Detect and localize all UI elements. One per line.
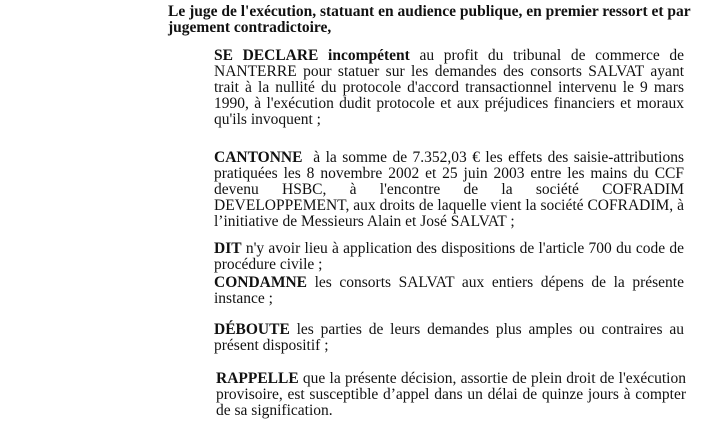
- keyword-deboute: DÉBOUTE: [214, 321, 290, 338]
- paragraph-text: n'y avoir lieu à application des dispositions de l'article 700 du code de procédure civile ;: [214, 240, 684, 273]
- paragraph-text: à la somme de 7.352,03 € les effets des saisie-attributions pratiquées les 8 novembre 2002 et 25 juin 2003 entre les mains du CCF devenu HSBC, à l'encontre de la société COFRADIM DEVELOPPEMENT, aux droits de laquelle vient la société COFRADIM, à l’initiative de Messieurs Alain et José SALVAT ;: [214, 149, 688, 230]
- paragraph-condamne: [214, 275, 684, 307]
- paragraph-cantonne: [214, 149, 688, 230]
- paragraph-text: les parties de leurs demandes plus amples ou contraires au présent dispositif ;: [214, 321, 684, 354]
- judgment-heading: Le juge de l'exécution, statuant en audience publique, en premier ressort et par jugement contradictoire,: [168, 3, 691, 36]
- keyword-rappelle: RAPPELLE: [216, 370, 299, 387]
- paragraph-rappelle: [216, 371, 686, 419]
- keyword-condamne: CONDAMNE: [214, 274, 307, 291]
- paragraph-text: les consorts SALVAT aux entiers dépens de la présente instance ;: [214, 274, 684, 307]
- keyword-cantonne: CANTONNE: [214, 149, 303, 166]
- keyword-dit: DIT: [214, 240, 242, 257]
- paragraph-text: au profit du tribunal de commerce de NANTERRE pour statuer sur les demandes des consorts SALVAT ayant trait à la nullité du protocole d'accord transactionnel intervenu le 9 mars 1990, à l'exécution dudit protocole et aux préjudices financiers et moraux qu'ils invoquent ;: [214, 47, 684, 128]
- keyword-se-declare: SE DECLARE incompétent: [214, 47, 410, 64]
- paragraph-dit: [214, 241, 684, 273]
- paragraph-se-declare: [214, 48, 684, 128]
- paragraph-text: que la présente décision, assortie de plein droit de l'exécution provisoire, est susceptible d’appel dans un délai de quinze jours à compter de sa signification.: [216, 370, 686, 419]
- paragraph-deboute: [214, 322, 684, 354]
